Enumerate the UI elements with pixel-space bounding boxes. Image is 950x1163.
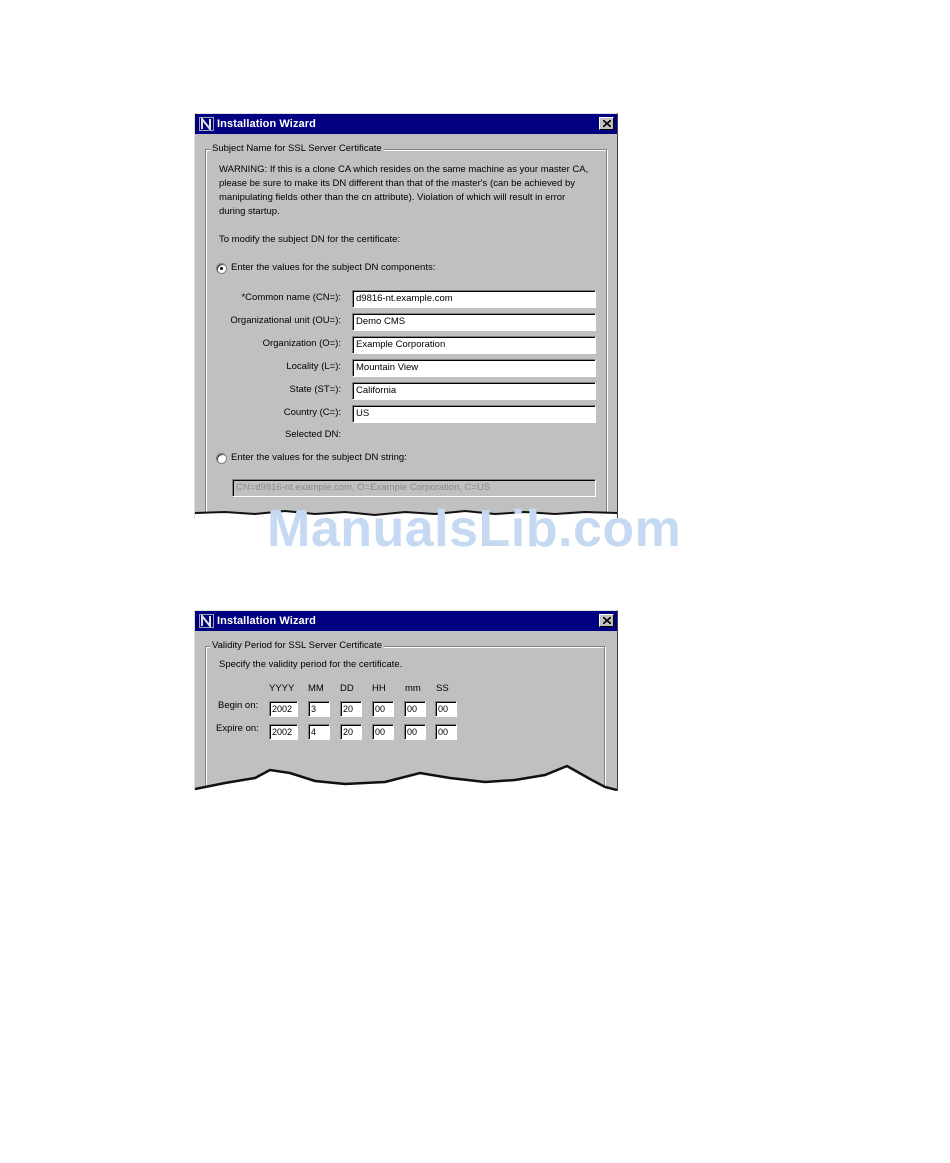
- organizational-unit-input[interactable]: Demo CMS: [352, 313, 596, 331]
- installation-wizard-dialog-validity: [194, 610, 618, 791]
- field-label-cn: *Common name (CN=):: [241, 292, 341, 303]
- col-header-min: mm: [405, 683, 421, 694]
- manualslib-watermark: ManualsLib.com: [267, 500, 682, 558]
- field-label-c: Country (C=):: [283, 407, 341, 418]
- begin-minute-input[interactable]: 00: [404, 701, 426, 717]
- state-input[interactable]: California: [352, 382, 596, 400]
- group-title: Validity Period for SSL Server Certificate: [212, 640, 383, 651]
- expire-on-label: Expire on:: [216, 723, 259, 734]
- expire-year-input[interactable]: 2002: [269, 724, 298, 740]
- radio-dn-string-label[interactable]: Enter the values for the subject DN string:: [231, 452, 407, 463]
- torn-edge: [195, 761, 617, 791]
- begin-month-input[interactable]: 3: [308, 701, 330, 717]
- expire-day-input[interactable]: 20: [340, 724, 362, 740]
- netscape-n-icon: [199, 117, 214, 131]
- window-title: Installation Wizard: [217, 118, 316, 130]
- title-bar[interactable]: [195, 114, 617, 134]
- expire-hour-input[interactable]: 00: [372, 724, 394, 740]
- col-header-hh: HH: [372, 683, 386, 694]
- begin-hour-input[interactable]: 00: [372, 701, 394, 717]
- field-label-ou: Organizational unit (OU=):: [230, 315, 341, 326]
- country-input[interactable]: US: [352, 405, 596, 423]
- close-button[interactable]: [599, 614, 614, 627]
- title-bar[interactable]: [195, 611, 617, 631]
- expire-second-input[interactable]: 00: [435, 724, 457, 740]
- warning-line-3: manipulating fields other than the cn attribute). Violation of which will result in error: [219, 192, 566, 203]
- group-title: Subject Name for SSL Server Certificate: [212, 143, 382, 154]
- field-label-st: State (ST=):: [289, 384, 341, 395]
- window-title: Installation Wizard: [217, 615, 316, 627]
- common-name-input[interactable]: d9816-nt.example.com: [352, 290, 596, 308]
- locality-input[interactable]: Mountain View: [352, 359, 596, 377]
- begin-second-input[interactable]: 00: [435, 701, 457, 717]
- begin-year-input[interactable]: 2002: [269, 701, 298, 717]
- begin-day-input[interactable]: 20: [340, 701, 362, 717]
- radio-dn-components-label[interactable]: Enter the values for the subject DN components:: [231, 262, 436, 273]
- close-icon: [603, 617, 611, 624]
- field-label-o: Organization (O=):: [262, 338, 341, 349]
- close-button[interactable]: [599, 117, 614, 130]
- instruction-text: To modify the subject DN for the certificate:: [219, 234, 401, 245]
- selected-dn-label: Selected DN:: [285, 429, 341, 440]
- expire-minute-input[interactable]: 00: [404, 724, 426, 740]
- radio-dn-string[interactable]: [216, 453, 227, 464]
- dn-string-input: CN=d9816-nt.example.com, O=Example Corporation, C=US: [232, 479, 596, 497]
- instruction-text: Specify the validity period for the certificate.: [219, 659, 403, 670]
- radio-dn-components[interactable]: [216, 263, 227, 274]
- warning-line-1: WARNING: If this is a clone CA which resides on the same machine as your master CA,: [219, 164, 589, 175]
- field-label-l: Locality (L=):: [286, 361, 341, 372]
- warning-line-2: please be sure to make its DN different than that of the master's (can be achieved by: [219, 178, 575, 189]
- col-header-ss: SS: [436, 683, 449, 694]
- col-header-mm: MM: [308, 683, 324, 694]
- warning-line-4: during startup.: [219, 206, 280, 217]
- col-header-yyyy: YYYY: [269, 683, 295, 694]
- netscape-n-icon: [199, 614, 214, 628]
- organization-input[interactable]: Example Corporation: [352, 336, 596, 354]
- installation-wizard-dialog-subject-name: [194, 113, 618, 519]
- close-icon: [603, 120, 611, 127]
- begin-on-label: Begin on:: [218, 700, 259, 711]
- col-header-dd: DD: [340, 683, 354, 694]
- expire-month-input[interactable]: 4: [308, 724, 330, 740]
